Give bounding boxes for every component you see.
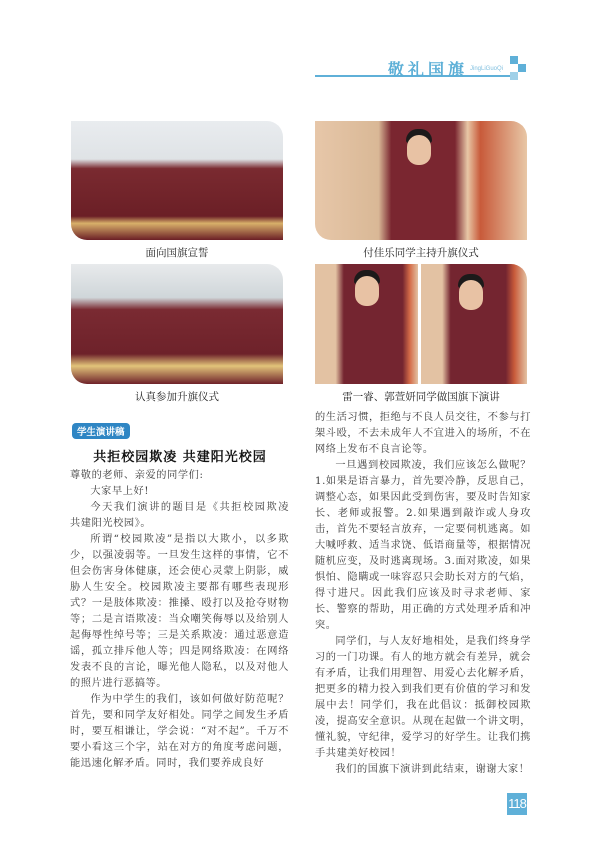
photo-caption: 雷一睿、郭萱妍同学做国旗下演讲 (342, 391, 500, 403)
photo-speaker-girl (421, 264, 527, 384)
face (355, 276, 379, 306)
photo-caption: 付佳乐同学主持升旗仪式 (363, 247, 479, 259)
header-square-icon (510, 56, 518, 64)
photo-caption: 面向国旗宣誓 (145, 247, 209, 259)
paragraph: 的生活习惯，拒绝与不良人员交往，不参与打架斗殴，不去未成年人不宜进入的场所，不在网络上发布不良言论等。 (315, 412, 531, 455)
paragraph: 作为中学生的我们，该如何做好防范呢？首先，要和同学友好相处。同学之间发生矛盾时，要互相谦让，学会说：“对不起”。千万不要小看这三个字，站在对方的角度考虑问题，能迅速化解矛盾。同时，我们要养成良好 (70, 694, 289, 769)
article-left-column (70, 468, 300, 772)
face (407, 135, 431, 165)
photo-oath (71, 121, 283, 240)
paragraph: 所谓“校园欺凌”是指以大欺小，以多欺少，以强凌弱等。一旦发生这样的事情，它不但会伤害身体健康，还会使心灵蒙上阴影，威胁人生安全。校园欺凌主要都有哪些表现形式？一是肢体欺凌：推搡、殴打以及抢夺财物等；二是言语欺凌：当众嘲笑侮辱以及给别人起侮辱性绰号等；三是关系欺凌：通过恶意造谣，孤立排斥他人等；四是网络欺凌：在网络发表不良的言论，曝光他人隐私，以及对他人的照片进行恶搞等。 (70, 534, 289, 689)
article-right-column (315, 410, 531, 778)
face (459, 280, 483, 310)
photo-caption: 认真参加升旗仪式 (135, 391, 219, 403)
paragraph: 一旦遇到校园欺凌，我们应该怎么做呢？1.如果是语言暴力，首先要冷静，反思自己，调整心态，如果因此受到伤害，要及时告知家长、老师或报警。2.如果遇到敲诈或人身攻击，首先不要轻言放弃，一定要伺机逃离。如大喊呼救、适当求饶、低语商量等，根据情况随机应变，及时逃离现场。3.面对欺凌，如果惧怕、隐瞒或一味容忍只会助长对方的气焰，得寸进尺。因此我们应该及时寻求老师、家长、警察的帮助，用正确的方式处理矛盾和冲突。 (315, 460, 531, 631)
photo-host (315, 121, 527, 240)
paragraph: 我们的国旗下演讲到此结束，谢谢大家！ (335, 764, 530, 775)
header-subtitle: JingLiGuoQi (470, 66, 504, 72)
header-square-icon (518, 64, 526, 72)
article-title: 共拒校园欺凌 共建阳光校园 (93, 450, 267, 465)
paragraph: 同学们，与人友好地相处，是我们终身学习的一门功课。有人的地方就会有差异，就会有矛盾，让我们用理智、用爱心去化解矛盾，把更多的精力投入到我们更有价值的学习和发展中去！同学们，我在此倡议：抵御校园欺凌，提高安全意识。从现在起做一个讲文明，懂礼貌，守纪律，爱学习的好学生。让我们携手共建美好校园！ (315, 636, 531, 759)
page-number: 118 (507, 793, 527, 815)
photo-ceremony (71, 264, 283, 384)
header-square-icon (510, 72, 518, 80)
paragraph: 大家早上好! (90, 486, 150, 497)
paragraph: 尊敬的老师、亲爱的同学们: (70, 470, 204, 481)
section-label: 学生演讲稿 (72, 423, 130, 439)
paragraph: 今天我们演讲的题目是《共拒校园欺凌 共建阳光校园》。 (70, 502, 300, 529)
header-title: 敬礼国旗 (388, 60, 469, 79)
photo-speaker-boy (315, 264, 418, 384)
